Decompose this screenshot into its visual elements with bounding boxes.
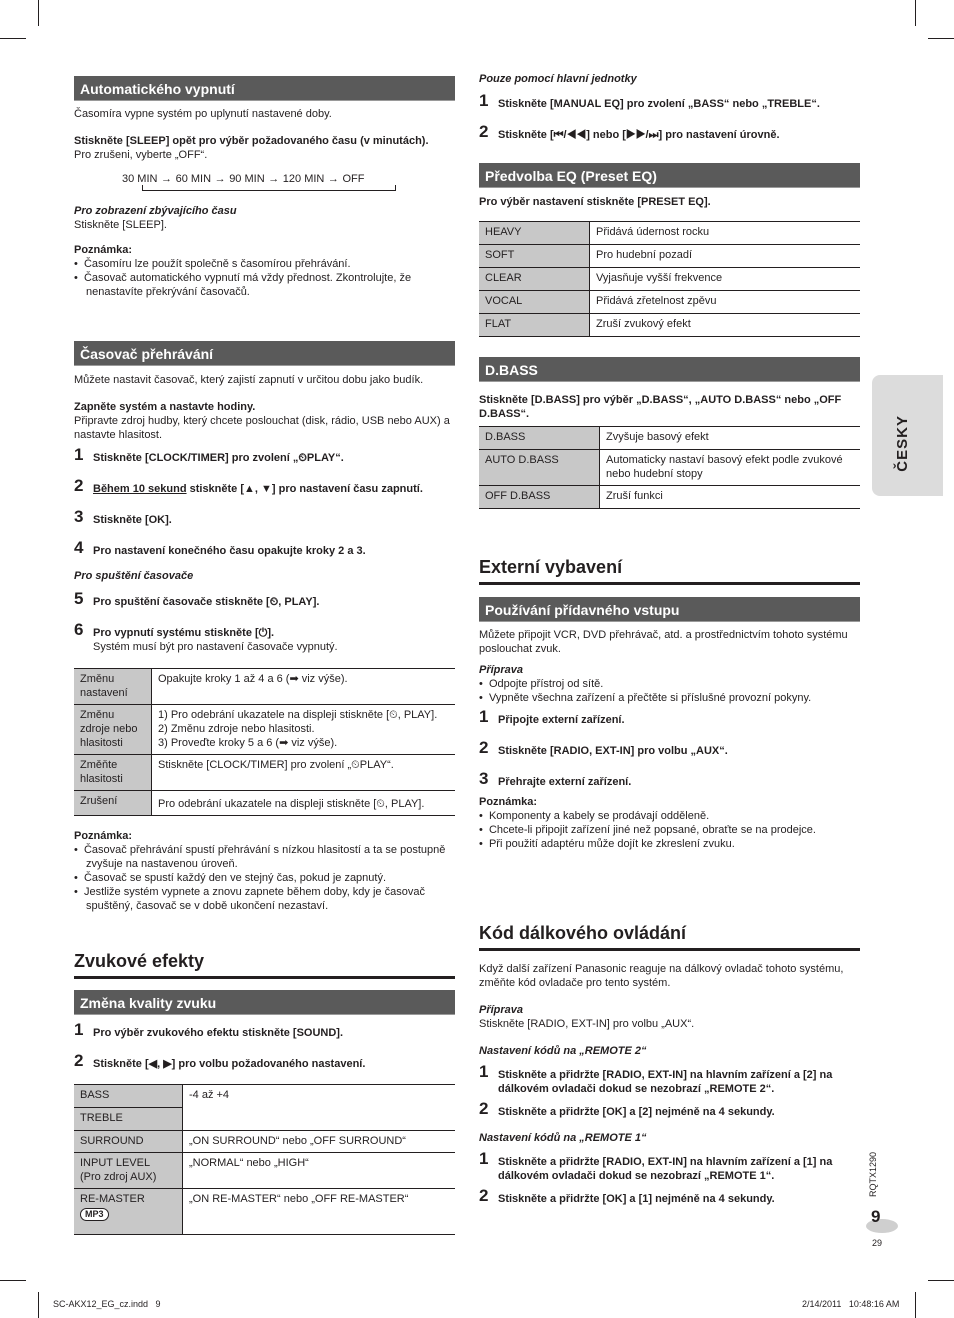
seq-item: OFF xyxy=(342,173,365,185)
page-number-small: 29 xyxy=(872,1238,883,1248)
note-heading: Poznámka: xyxy=(74,830,133,842)
step: 2 Stiskněte a přidržte [OK] a [2] nejméně na 4 sekundy. xyxy=(479,1099,775,1118)
remote-code-section xyxy=(479,922,860,1206)
preset-eq-instruction: Pro výběr nastavení stiskněte [PRESET EQ]. xyxy=(479,196,711,208)
note-item: • Při použití adaptéru může dojít ke zkreslení zvuku. xyxy=(479,838,735,850)
crop-mark xyxy=(0,38,26,39)
step: 2 Stiskněte [RADIO, EXT-IN] pro volbu „AUX“. xyxy=(479,738,728,757)
footer-right: 2/14/2011 10:48:16 AM xyxy=(802,1299,900,1309)
sound-title: Změna kvality zvuku xyxy=(74,990,455,1015)
table-row: SURROUND „ON SURROUND“ nebo „OFF SURROUND“ xyxy=(74,1131,455,1153)
table-row: BASS -4 až +4 xyxy=(74,1085,455,1108)
note-item: • Časovač přehrávání spustí přehrávání s nízkou hlasitostí a ta se postupně zvyšuje na nastavenou úroveň. xyxy=(74,844,446,870)
step: 3 Stiskněte [OK]. xyxy=(74,507,172,526)
sound-table xyxy=(74,1084,455,1235)
step: 2 Během 10 sekund stiskněte [▲, ▼] pro nastavení času zapnutí. xyxy=(74,476,423,495)
table-row: AUTO D.BASS Automaticky nastaví basový efekt podle zvukové nebo hudební stopy xyxy=(479,450,860,486)
play-timer-table xyxy=(74,668,455,816)
preset-eq-table xyxy=(479,221,860,337)
step: 6 Pro vypnutí systému stiskněte [⏻]. Systém musí být pro nastavení časovače vypnutý. xyxy=(74,620,338,653)
table-row: Změňte hlasitosti Stiskněte [CLOCK/TIMER] pro zvolení „⏲PLAY“. xyxy=(74,755,455,791)
prep-item: • Vypněte všechna zařízení a přečtěte si příslušné provozní pokyny. xyxy=(479,692,812,704)
note-item: • Časovač se spustí každý den ve stejný čas, pokud je zapnutý. xyxy=(74,872,387,884)
prep-heading: Příprava xyxy=(479,664,524,676)
arrow-right-icon: → xyxy=(214,173,226,185)
note-item: • Časomíru lze použít společně s časomírou přehrávání. xyxy=(74,258,351,270)
manual-eq-section xyxy=(479,72,860,142)
play-timer-title: Časovač přehrávání xyxy=(74,341,455,366)
footer-left: SC-AKX12_EG_cz.indd 9 xyxy=(53,1299,161,1309)
external-intro: Můžete připojit VCR, DVD přehrávač, atd. a prostřednictvím tohoto systému poslouchat zvuk. xyxy=(479,629,848,655)
crop-mark xyxy=(915,0,916,26)
step: 1 Stiskněte [MANUAL EQ] pro zvolení „BASS“ nebo „TREBLE“. xyxy=(479,91,820,110)
table-row: SOFT Pro hudební pozadí xyxy=(479,245,860,268)
crop-mark xyxy=(38,1292,39,1318)
table-row: RE-MASTER MP3 „ON RE-MASTER“ nebo „OFF RE-MASTER“ xyxy=(74,1189,455,1235)
language-tab-label: ČESKY xyxy=(894,415,911,472)
table-row: FLAT Zruší zvukový efekt xyxy=(479,314,860,337)
play-timer-intro: Můžete nastavit časovač, který zajistí zapnutí v určitou dobu jako budík. xyxy=(74,374,424,386)
step: 1 Stiskněte [CLOCK/TIMER] pro zvolení „⏲PLAY“. xyxy=(74,445,344,464)
crop-mark xyxy=(0,1280,26,1281)
remaining-heading: Pro zobrazení zbývajícího času xyxy=(74,205,237,217)
auto-off-cancel: Pro zrušeni, vyberte „OFF“. xyxy=(74,149,208,161)
table-row: Zrušení Pro odebrání ukazatele na displeji stiskněte [⏲, PLAY]. xyxy=(74,791,455,816)
step: 1 Pro výběr zvukového efektu stiskněte [SOUND]. xyxy=(74,1020,344,1039)
external-big-title: Externí vybavení xyxy=(479,556,860,585)
table-row: CLEAR Vyjasňuje vyšší frekvence xyxy=(479,268,860,291)
prep-heading: Příprava xyxy=(479,1004,524,1016)
note-heading: Poznámka: xyxy=(74,244,133,256)
table-row: D.BASS Zvyšuje basový efekt xyxy=(479,427,860,450)
step: 1 Stiskněte a přidržte [RADIO, EXT-IN] na hlavním zařízení a [2] na dálkovém ovladači dokud se nezobrazí „REMOTE 2“. xyxy=(479,1062,833,1095)
arrow-right-icon: → xyxy=(268,173,280,185)
crop-mark xyxy=(915,1292,916,1318)
only-main-unit: Pouze pomocí hlavní jednotky xyxy=(479,73,637,85)
dbass-title: D.BASS xyxy=(479,357,860,382)
seq-item: 90 MIN xyxy=(229,173,265,185)
step: 1 Připojte externí zařízení. xyxy=(479,707,625,726)
loop-line xyxy=(142,185,396,191)
note-item: • Jestliže systém vypnete a znovu zapnete během doby, kdy je časovač spuštěný, časovač se v době ukončení nezastaví. xyxy=(74,886,425,912)
table-row: HEAVY Přidává údernost rocku xyxy=(479,222,860,245)
step: 2 Stiskněte [⏮/◀◀] nebo [▶▶/⏭] pro nastavení úrovně. xyxy=(479,122,780,141)
auto-off-title: Automatického vypnutí xyxy=(74,76,455,101)
step: 5 Pro spuštění časovače stiskněte [⏲, PLAY]. xyxy=(74,589,320,608)
sound-effects-section xyxy=(74,950,455,1235)
preset-eq-section xyxy=(479,163,860,337)
external-section xyxy=(479,556,860,851)
sleep-sequence xyxy=(74,172,455,198)
remote-big-title: Kód dálkového ovládání xyxy=(479,922,860,951)
remaining-text: Stiskněte [SLEEP]. xyxy=(74,219,167,231)
preset-eq-title: Předvolba EQ (Preset EQ) xyxy=(479,163,860,188)
crop-mark xyxy=(928,1280,954,1281)
prep-text: Připravte zdroj hudby, který chcete poslouchat (disk, rádio, USB nebo AUX) a nastavte hlasitost. xyxy=(74,415,450,441)
dbass-table xyxy=(479,426,860,509)
remote1-heading: Nastavení kódů na „REMOTE 1“ xyxy=(479,1132,647,1144)
doc-code: RQTX1290 xyxy=(868,1152,878,1198)
note-item: • Časovač automatického vypnutí má vždy přednost. Zkontrolujte, že nenastavíte překrývání časovačů. xyxy=(74,272,412,298)
step: 2 Stiskněte [◀, ▶] pro volbu požadovaného nastavení. xyxy=(74,1051,366,1070)
step: 3 Přehrajte externí zařízení. xyxy=(479,769,632,788)
dbass-section xyxy=(479,357,860,509)
prep-item: • Odpojte přístroj od sítě. xyxy=(479,678,604,690)
table-row: Změnu zdroje nebo hlasitosti 1) Pro odebrání ukazatele na displeji stiskněte [⏲, PLAY]. 2) Změnu zdroje nebo hlasitosti. 3) Proveďte kroky 5 a 6 (➡ viz výše). xyxy=(74,705,455,755)
note-item: • Komponenty a kabely se prodávají odděleně. xyxy=(479,810,710,822)
auto-off-section xyxy=(74,76,455,299)
crop-mark xyxy=(928,38,954,39)
auto-off-instruction: Stiskněte [SLEEP] opět pro výběr požadovaného času (v minutách). xyxy=(74,135,429,147)
step: 2 Stiskněte a přidržte [OK] a [1] nejméně na 4 sekundy. xyxy=(479,1186,775,1205)
page-number: 9 xyxy=(871,1207,881,1226)
sound-big-title: Zvukové efekty xyxy=(74,950,455,979)
prep-bold: Zapněte systém a nastavte hodiny. xyxy=(74,401,256,413)
play-timer-section xyxy=(74,341,455,913)
auto-off-intro: Časomíra vypne systém po uplynutí nastavené doby. xyxy=(74,108,332,120)
external-title: Používání přídavného vstupu xyxy=(479,597,860,622)
step: 4 Pro nastavení konečného času opakujte kroky 2 a 3. xyxy=(74,538,366,557)
dbass-instruction: Stiskněte [D.BASS] pro výběr „D.BASS“, „AUTO D.BASS“ nebo „OFF D.BASS“. xyxy=(479,394,842,420)
table-row: INPUT LEVEL (Pro zdroj AUX) „NORMAL“ nebo „HIGH“ xyxy=(74,1153,455,1189)
seq-item: 30 MIN xyxy=(122,173,158,185)
seq-item: 120 MIN xyxy=(282,173,325,185)
table-row: Změnu nastavení Opakujte kroky 1 až 4 a 6 (➡ viz výše). xyxy=(74,669,455,705)
seq-item: 60 MIN xyxy=(175,173,212,185)
note-heading: Poznámka: xyxy=(479,796,538,808)
table-row: OFF D.BASS Zruší funkci xyxy=(479,486,860,509)
table-row: TREBLE xyxy=(74,1108,455,1131)
mp3-badge: MP3 xyxy=(80,1208,109,1221)
crop-mark xyxy=(38,0,39,26)
table-row: VOCAL Přidává zřetelnost zpěvu xyxy=(479,291,860,314)
remote2-heading: Nastavení kódů na „REMOTE 2“ xyxy=(479,1045,647,1057)
remote-intro: Když další zařízení Panasonic reaguje na dálkový ovladač tohoto systému, změňte kód ovladače pro tento systém. xyxy=(479,963,844,989)
prep-text: Stiskněte [RADIO, EXT-IN] pro volbu „AUX“. xyxy=(479,1018,695,1030)
note-item: • Chcete-li připojit zařízení jiné než popsané, obraťte se na prodejce. xyxy=(479,824,816,836)
arrow-right-icon: → xyxy=(327,173,339,185)
arrow-right-icon: → xyxy=(161,173,173,185)
step: 1 Stiskněte a přidržte [RADIO, EXT-IN] na hlavním zařízení a [1] na dálkovém ovladači dokud se nezobrazí „REMOTE 1“. xyxy=(479,1149,833,1182)
start-heading: Pro spuštění časovače xyxy=(74,570,194,582)
